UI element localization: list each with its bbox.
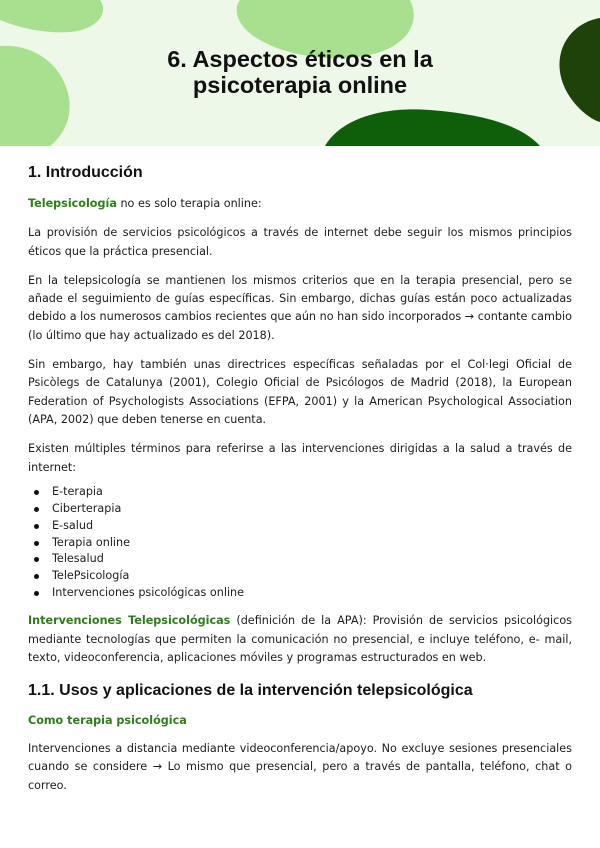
- term-highlight: Intervenciones Telepsicológicas: [28, 614, 231, 628]
- title-line-1: 6. Aspectos éticos en la: [167, 46, 433, 72]
- subheading-terapia: Como terapia psicológica: [28, 714, 187, 728]
- paragraph: La provisión de servicios psicológicos a través de internet debe seguir los mismos principios éticos que la práctica presencial.: [28, 226, 572, 258]
- paragraph: En la telepsicología se mantienen los mismos criterios que en la terapia presencial, pero se añade el seguimiento de guías específicas. Sin embargo, dichas guías están poco actualizadas debido a los numerosos cambios recientes que aún no han sido incorporados → contante cambio (lo último que hay actualizado es del 2018).: [28, 273, 572, 342]
- list-item: E-salud: [52, 518, 572, 535]
- page-header: [0, 0, 600, 146]
- paragraph-text: (definición de la APA): Provisión de servicios psicológicos mediante tecnologías que permiten la comunicación no presencial, e incluye teléfono, e- mail, texto, videoconferencia, aplicaciones móviles y programas estructurados en web.: [28, 614, 572, 664]
- list-item: TelePsicología: [52, 568, 572, 585]
- paragraph-text: no es solo terapia online:: [116, 197, 262, 210]
- document-body: [0, 163, 600, 795]
- blob-bottom-dark: [325, 109, 540, 146]
- terms-list: [28, 484, 572, 602]
- list-item: Ciberterapia: [52, 501, 572, 518]
- list-item: E-terapia: [52, 484, 572, 501]
- page-title: [0, 46, 600, 98]
- section-heading-introduccion: 1. Introducción: [28, 164, 143, 181]
- term-highlight: Telepsicología: [28, 197, 117, 210]
- list-item: Telesalud: [52, 551, 572, 568]
- title-line-2: psicoterapia online: [192, 72, 408, 98]
- blob-top-left: [0, 0, 103, 32]
- paragraph: Intervenciones a distancia mediante videoconferencia/apoyo. No excluye sesiones presenciales cuando se considere → Lo mismo que presencial, pero a través de pantalla, teléfono, chat o correo.: [28, 742, 572, 792]
- paragraph: Sin embargo, hay también unas directrices específicas señaladas por el Col·legi Oficial de Psicòlegs de Catalunya (2001), Colegio Oficial de Psicólogos de Madrid (2018), la European Federation of Psychologists Associations (EFPA, 2001) y la American Psychological Association (APA, 2002) que deben tenerse en cuenta.: [28, 358, 572, 426]
- list-item: Intervenciones psicológicas online: [52, 585, 572, 602]
- section-heading-usos: 1.1. Usos y aplicaciones de la intervención telepsicológica: [28, 682, 473, 700]
- paragraph-definition-apa: [28, 612, 572, 667]
- list-item: Terapia online: [52, 535, 572, 552]
- paragraph-telepsicologia: [28, 195, 572, 213]
- paragraph: Existen múltiples términos para referirse a las intervenciones dirigidas a la salud a través de internet:: [28, 442, 572, 474]
